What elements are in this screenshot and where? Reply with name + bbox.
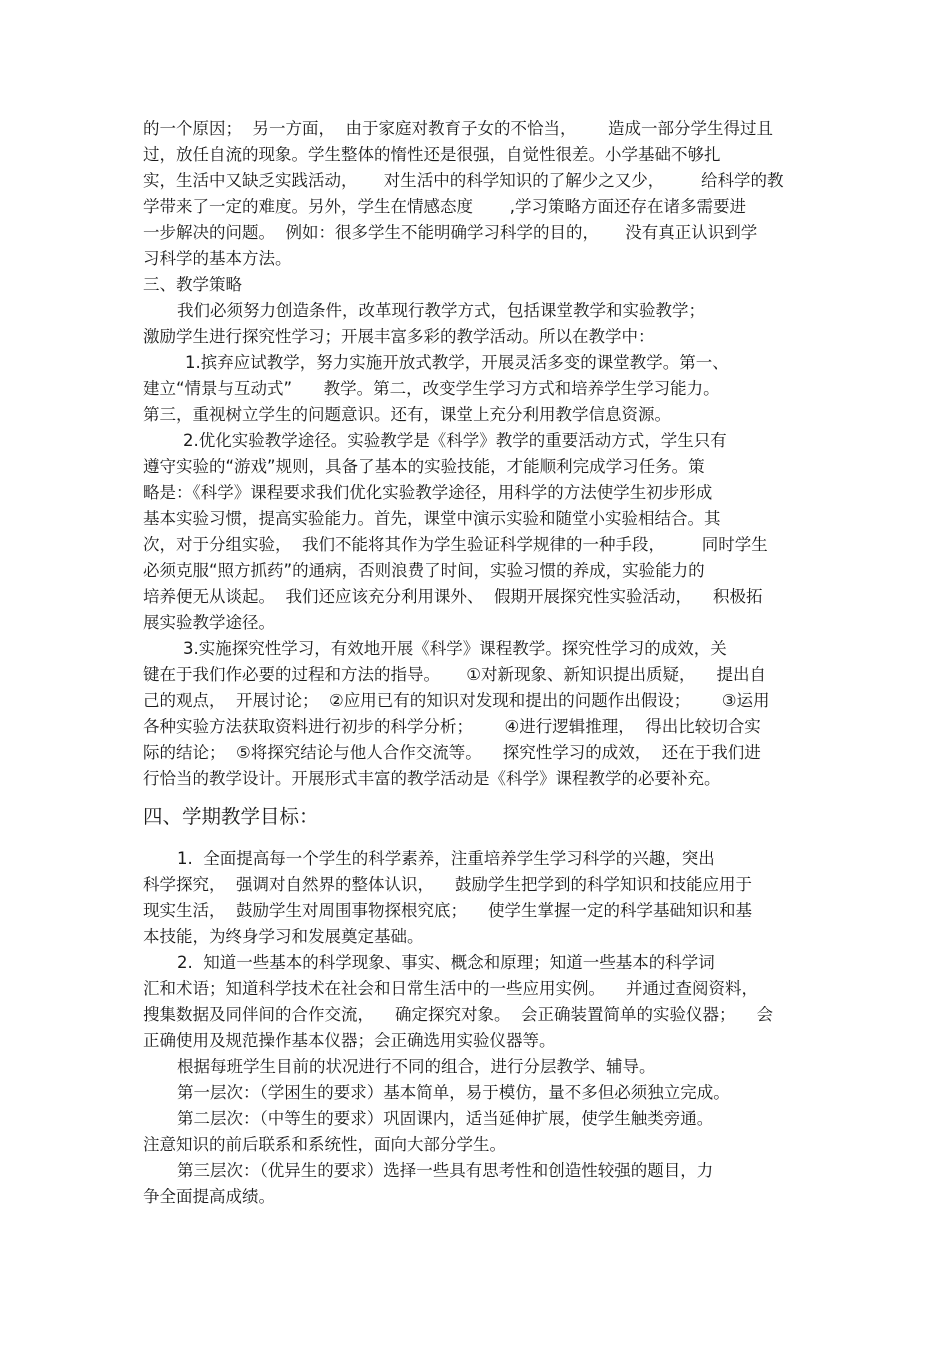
text-line: 各种实验方法获取资料进行初步的科学分析； ④进行逻辑推理， 得出比较切合实 (143, 717, 761, 736)
goal-1 (143, 846, 823, 950)
strategy-lead-paragraph (143, 298, 823, 350)
text-line: 己的观点， 开展讨论； ②应用已有的知识对发现和提出的问题作出假设； ③运用 (143, 691, 770, 710)
strategy-item-2 (143, 428, 823, 636)
text-line: 第二层次：（中等生的要求）巩固课内，适当延伸扩展，使学生触类旁通。 (177, 1109, 714, 1128)
text-line: 现实生活， 鼓励学生对周围事物探根究底； 使学生掌握一定的科学基础知识和基 (143, 901, 752, 920)
text-line: 学带来了一定的难度。另外，学生在情感态度 ,学习策略方面还存在诸多需要进 (143, 197, 746, 216)
text-line: 科学探究， 强调对自然界的整体认识， 鼓励学生把学到的科学知识和技能应用于 (143, 875, 752, 894)
text-line: 实，生活中又缺乏实践活动， 对生活中的科学知识的了解少之又少， 给科学的教 (143, 171, 784, 190)
text-line: 3.实施探究性学习，有效地开展《科学》课程教学。探究性学习的成效，关 (183, 639, 727, 658)
text-line: 展实验教学途径。 (143, 613, 275, 632)
text-line: 的一个原因； 另一方面， 由于家庭对教育子女的不恰当， 造成一部分学生得过且 (143, 119, 773, 138)
grouping-paragraph: 根据每班学生目前的状况进行不同的组合，进行分层教学、辅导。 (177, 1057, 656, 1076)
text-line: 2.优化实验教学途径。实验教学是《科学》教学的重要活动方式，学生只有 (183, 431, 727, 450)
text-line: 行恰当的教学设计。开展形式丰富的教学活动是《科学》课程教学的必要补充。 (143, 769, 721, 788)
section-heading-semester-goals: 四、学期教学目标： (143, 805, 319, 828)
strategy-item-3 (143, 636, 823, 792)
text-line: 必须克服“照方抓药”的通病，否则浪费了时间，实验习惯的养成，实验能力的 (143, 561, 705, 580)
text-line: 搜集数据及同伴间的合作交流， 确定探究对象。 会正确装置简单的实验仪器； 会 (143, 1005, 773, 1024)
text-line: 正确使用及规范操作基本仪器；会正确选用实验仪器等。 (143, 1031, 556, 1050)
level-3-paragraph (143, 1158, 823, 1210)
text-line: 第三，重视树立学生的问题意识。还有，课堂上充分利用教学信息资源。 (143, 405, 671, 424)
text-line: 一步解决的问题。 例如：很多学生不能明确学习科学的目的， 没有真正认识到学 (143, 223, 758, 242)
text-line: 过，放任自流的现象。学生整体的惰性还是很强，自觉性很差。小学基础不够扎 (143, 145, 721, 164)
text-line: 遵守实验的“游戏”规则，具备了基本的实验技能，才能顺利完成学习任务。策 (143, 457, 705, 476)
text-line: 建立“情景与互动式” 教学。第二，改变学生学习方式和培养学生学习能力。 (143, 379, 720, 398)
level-2-paragraph (143, 1106, 823, 1158)
document-body (143, 116, 823, 1210)
text-line: 键在于我们作必要的过程和方法的指导。 ①对新现象、新知识提出质疑， 提出自 (143, 665, 766, 684)
section-heading-teaching-strategy: 三、教学策略 (143, 275, 242, 294)
intro-paragraph (143, 116, 823, 272)
text-line: 第三层次：（优异生的要求）选择一些具有思考性和创造性较强的题目，力 (177, 1161, 714, 1180)
goal-2 (143, 950, 823, 1054)
text-line: 本技能，为终身学习和发展奠定基础。 (143, 927, 424, 946)
text-line: 际的结论； ⑤将探究结论与他人合作交流等。 探究性学习的成效， 还在于我们进 (143, 743, 761, 762)
text-line: 1. 全面提高每一个学生的科学素养，注重培养学生学习科学的兴趣，突出 (177, 849, 715, 868)
text-line: 我们必须努力创造条件，改革现行教学方式，包括课堂教学和实验教学； (177, 301, 705, 320)
text-line: 2. 知道一些基本的科学现象、事实、概念和原理；知道一些基本的科学词 (177, 953, 715, 972)
text-line: 基本实验习惯，提高实验能力。首先，课堂中演示实验和随堂小实验相结合。其 (143, 509, 721, 528)
level-1-paragraph: 第一层次：（学困生的要求）基本简单，易于模仿，量不多但必须独立完成。 (177, 1083, 730, 1102)
text-line: 注意知识的前后联系和系统性，面向大部分学生。 (143, 1135, 506, 1154)
text-line: 培养便无从谈起。 我们还应该充分利用课外、 假期开展探究性实验活动， 积极拓 (143, 587, 763, 606)
text-line: 激励学生进行探究性学习；开展丰富多彩的教学活动。所以在教学中： (143, 327, 655, 346)
text-line: 略是：《科学》课程要求我们优化实验教学途径，用科学的方法使学生初步形成 (143, 483, 713, 502)
text-line: 次，对于分组实验， 我们不能将其作为学生验证科学规律的一种手段， 同时学生 (143, 535, 768, 554)
text-line: 习科学的基本方法。 (143, 249, 292, 268)
text-line: 1.摈弃应试教学，努力实施开放式教学，开展灵活多变的课堂教学。第一、 (185, 353, 729, 372)
text-line: 汇和术语；知道科学技术在社会和日常生活中的一些应用实例。 并通过查阅资料， (143, 979, 758, 998)
text-line: 争全面提高成绩。 (143, 1187, 275, 1206)
strategy-item-1 (143, 350, 823, 428)
